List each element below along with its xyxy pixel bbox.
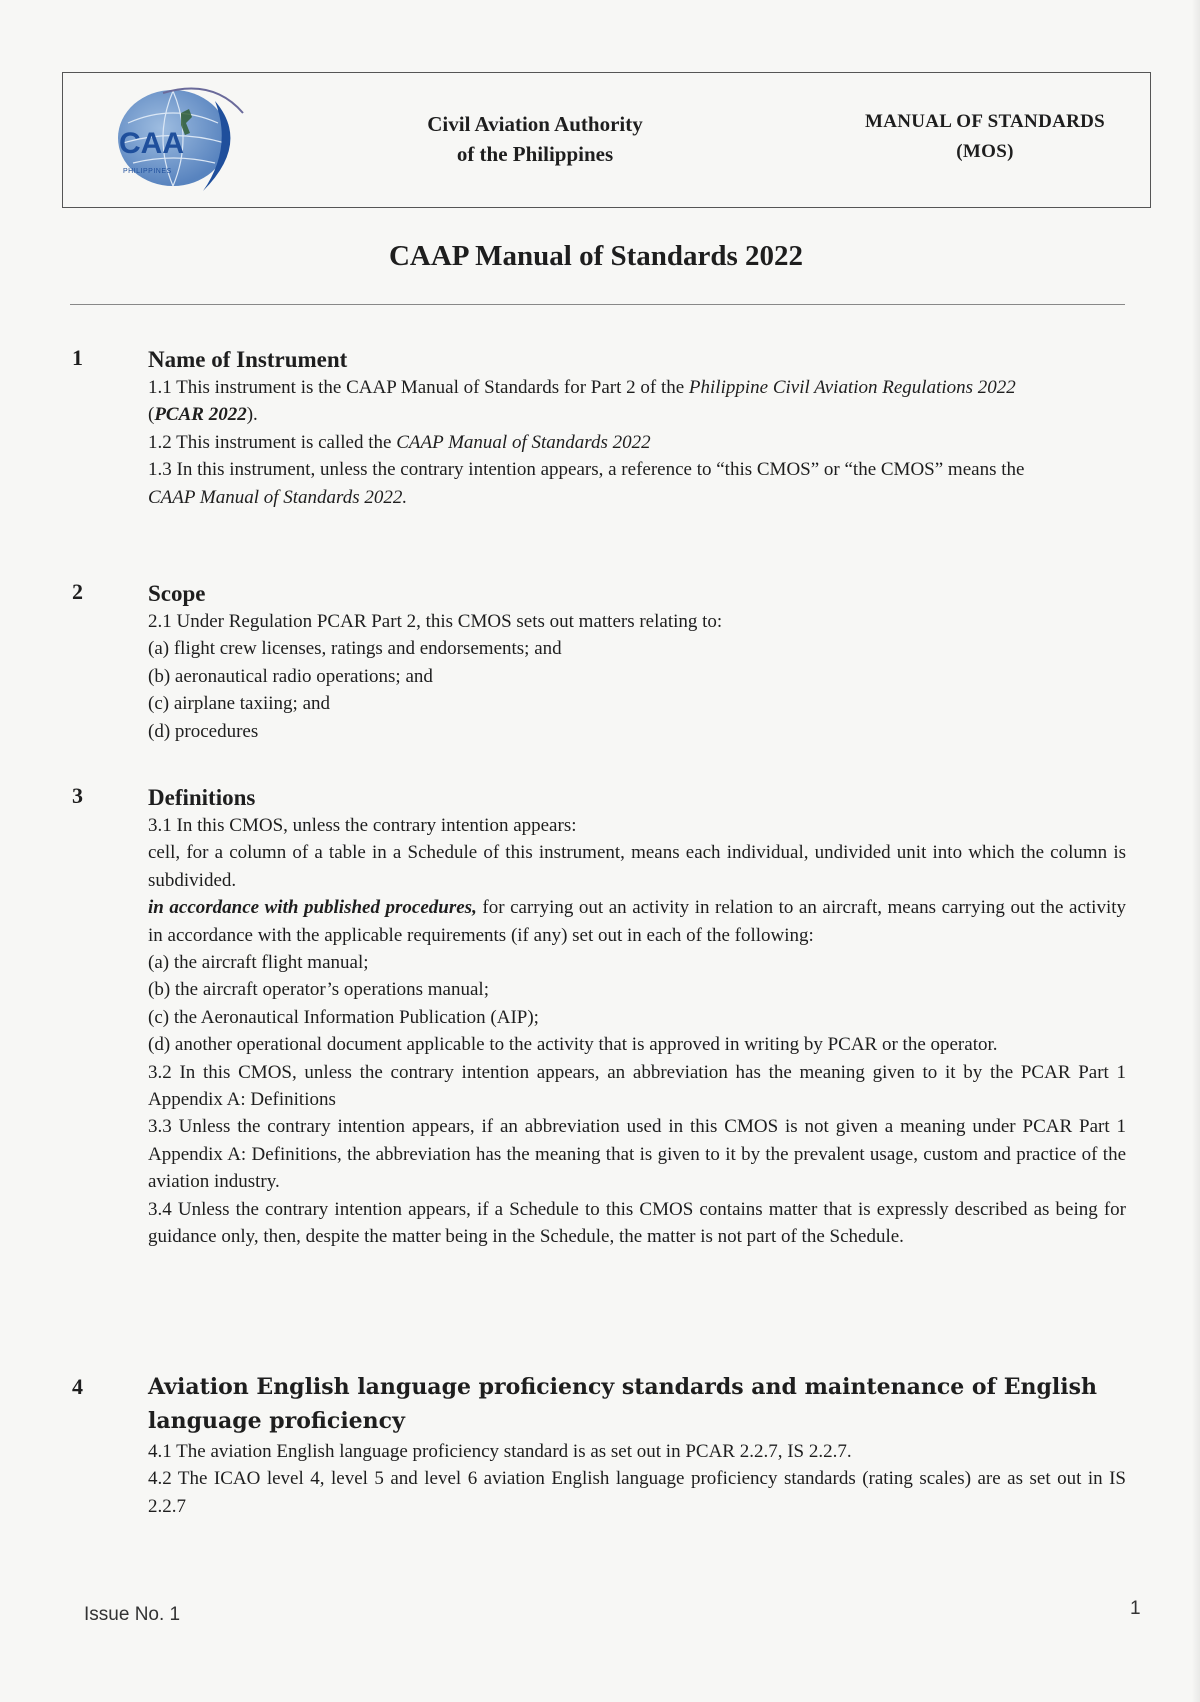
paragraph-1-1: 1.1 This instrument is the CAAP Manual of Standards for Part 2 of the Philippine Civil Aviation Regulations 2022	[148, 377, 1016, 398]
document-title: CAAP Manual of Standards 2022	[388, 240, 804, 272]
issue-number: Issue No. 1	[84, 1604, 181, 1625]
paragraph-1-2: 1.2 This instrument is called the CAAP Manual of Standards 2022	[148, 431, 651, 453]
section-body	[148, 1438, 1126, 1520]
paragraph-3-1: 3.1 In this CMOS, unless the contrary intention appears:	[148, 815, 577, 836]
list-item: (a) flight crew licenses, ratings and endorsements; and	[148, 638, 562, 660]
section-body	[148, 374, 1126, 511]
paragraph-3-3: 3.3 Unless the contrary intention appears, if an abbreviation used in this CMOS is not given a meaning under PCAR Part 1 Appendix A: Definitions, the abbreviation has the meaning that is given to it by the prevalent usage, custom and practice of the aviation industry.	[148, 1116, 1126, 1193]
org-name-line-2: of the Philippines	[456, 142, 614, 166]
section-heading: Aviation English language proficiency standards and maintenance of English language proficiency	[148, 1374, 1097, 1434]
paragraph-1-3: 1.3 In this instrument, unless the contrary intention appears, a reference to “this CMOS” or “the CMOS” means the CAAP Manual of Standards 2022.	[148, 459, 1025, 508]
list-item: (b) aeronautical radio operations; and	[148, 665, 433, 687]
section-heading: Name of Instrument	[148, 347, 348, 372]
manual-name	[835, 107, 1135, 167]
list-item: (d) another operational document applicable to the activity that is approved in writing by PCAR or the operator.	[148, 1034, 998, 1056]
page-number: 1	[1130, 1598, 1141, 1619]
section-heading: Scope	[148, 581, 206, 606]
definition-cell: cell, for a column of a table in a Schedule of this instrument, means each individual, undivided unit into which the column is subdivided.	[148, 842, 1126, 891]
manual-name-line-2: (MOS)	[956, 141, 1014, 162]
paragraph-1-1-cont: (PCAR 2022).	[148, 404, 258, 426]
organization-name	[385, 109, 685, 169]
list-item: (a) the aircraft flight manual;	[148, 952, 369, 974]
manual-name-line-1: MANUAL OF STANDARDS	[864, 111, 1106, 132]
section-number: 4	[72, 1374, 83, 1399]
definition-published-procedures: in accordance with published procedures, for carrying out an activity in relation to an aircraft, means carrying out the activity in accordance with the applicable requirements (if any) set out in each of the following:	[148, 897, 1126, 946]
paragraph-3-2: 3.2 In this CMOS, unless the contrary intention appears, an abbreviation has the meaning given to it by the PCAR Part 1 Appendix A: Definitions	[148, 1061, 1126, 1111]
paragraph-4-1: 4.1 The aviation English language proficiency standard is as set out in PCAR 2.2.7, IS 2.2.7.	[148, 1441, 852, 1462]
list-item: (c) the Aeronautical Information Publication (AIP);	[148, 1006, 539, 1028]
title-divider	[70, 304, 1125, 305]
section-body	[148, 812, 1126, 1251]
org-name-line-1: Civil Aviation Authority	[427, 112, 643, 136]
list-item: (c) airplane taxiing; and	[148, 693, 331, 715]
section-heading: Definitions	[148, 785, 256, 810]
logo-lettering: CAA	[119, 127, 184, 160]
list-item: (b) the aircraft operator’s operations manual;	[148, 979, 489, 1001]
section-number: 1	[72, 345, 83, 370]
section-number: 2	[72, 579, 83, 604]
list-item: 2.1 Under Regulation PCAR Part 2, this CMOS sets out matters relating to:	[148, 611, 723, 632]
page-edge-shadow	[1192, 0, 1200, 1702]
paragraph-4-2: 4.2 The ICAO level 4, level 5 and level 6 aviation English language proficiency standards (rating scales) are as set out in IS 2.2.7	[148, 1468, 1126, 1517]
document-header	[62, 72, 1151, 208]
paragraph-3-4: 3.4 Unless the contrary intention appears, if a Schedule to this CMOS contains matter that is expressly described as being for guidance only, then, despite the matter being in the Schedule, the matter is not part of the Schedule.	[148, 1198, 1126, 1248]
logo-sublettering: PHILIPPINES	[123, 168, 172, 175]
list-item: (d) procedures	[148, 720, 259, 742]
section-number: 3	[72, 783, 83, 808]
caa-philippines-logo	[103, 83, 253, 198]
section-body	[148, 608, 1126, 745]
